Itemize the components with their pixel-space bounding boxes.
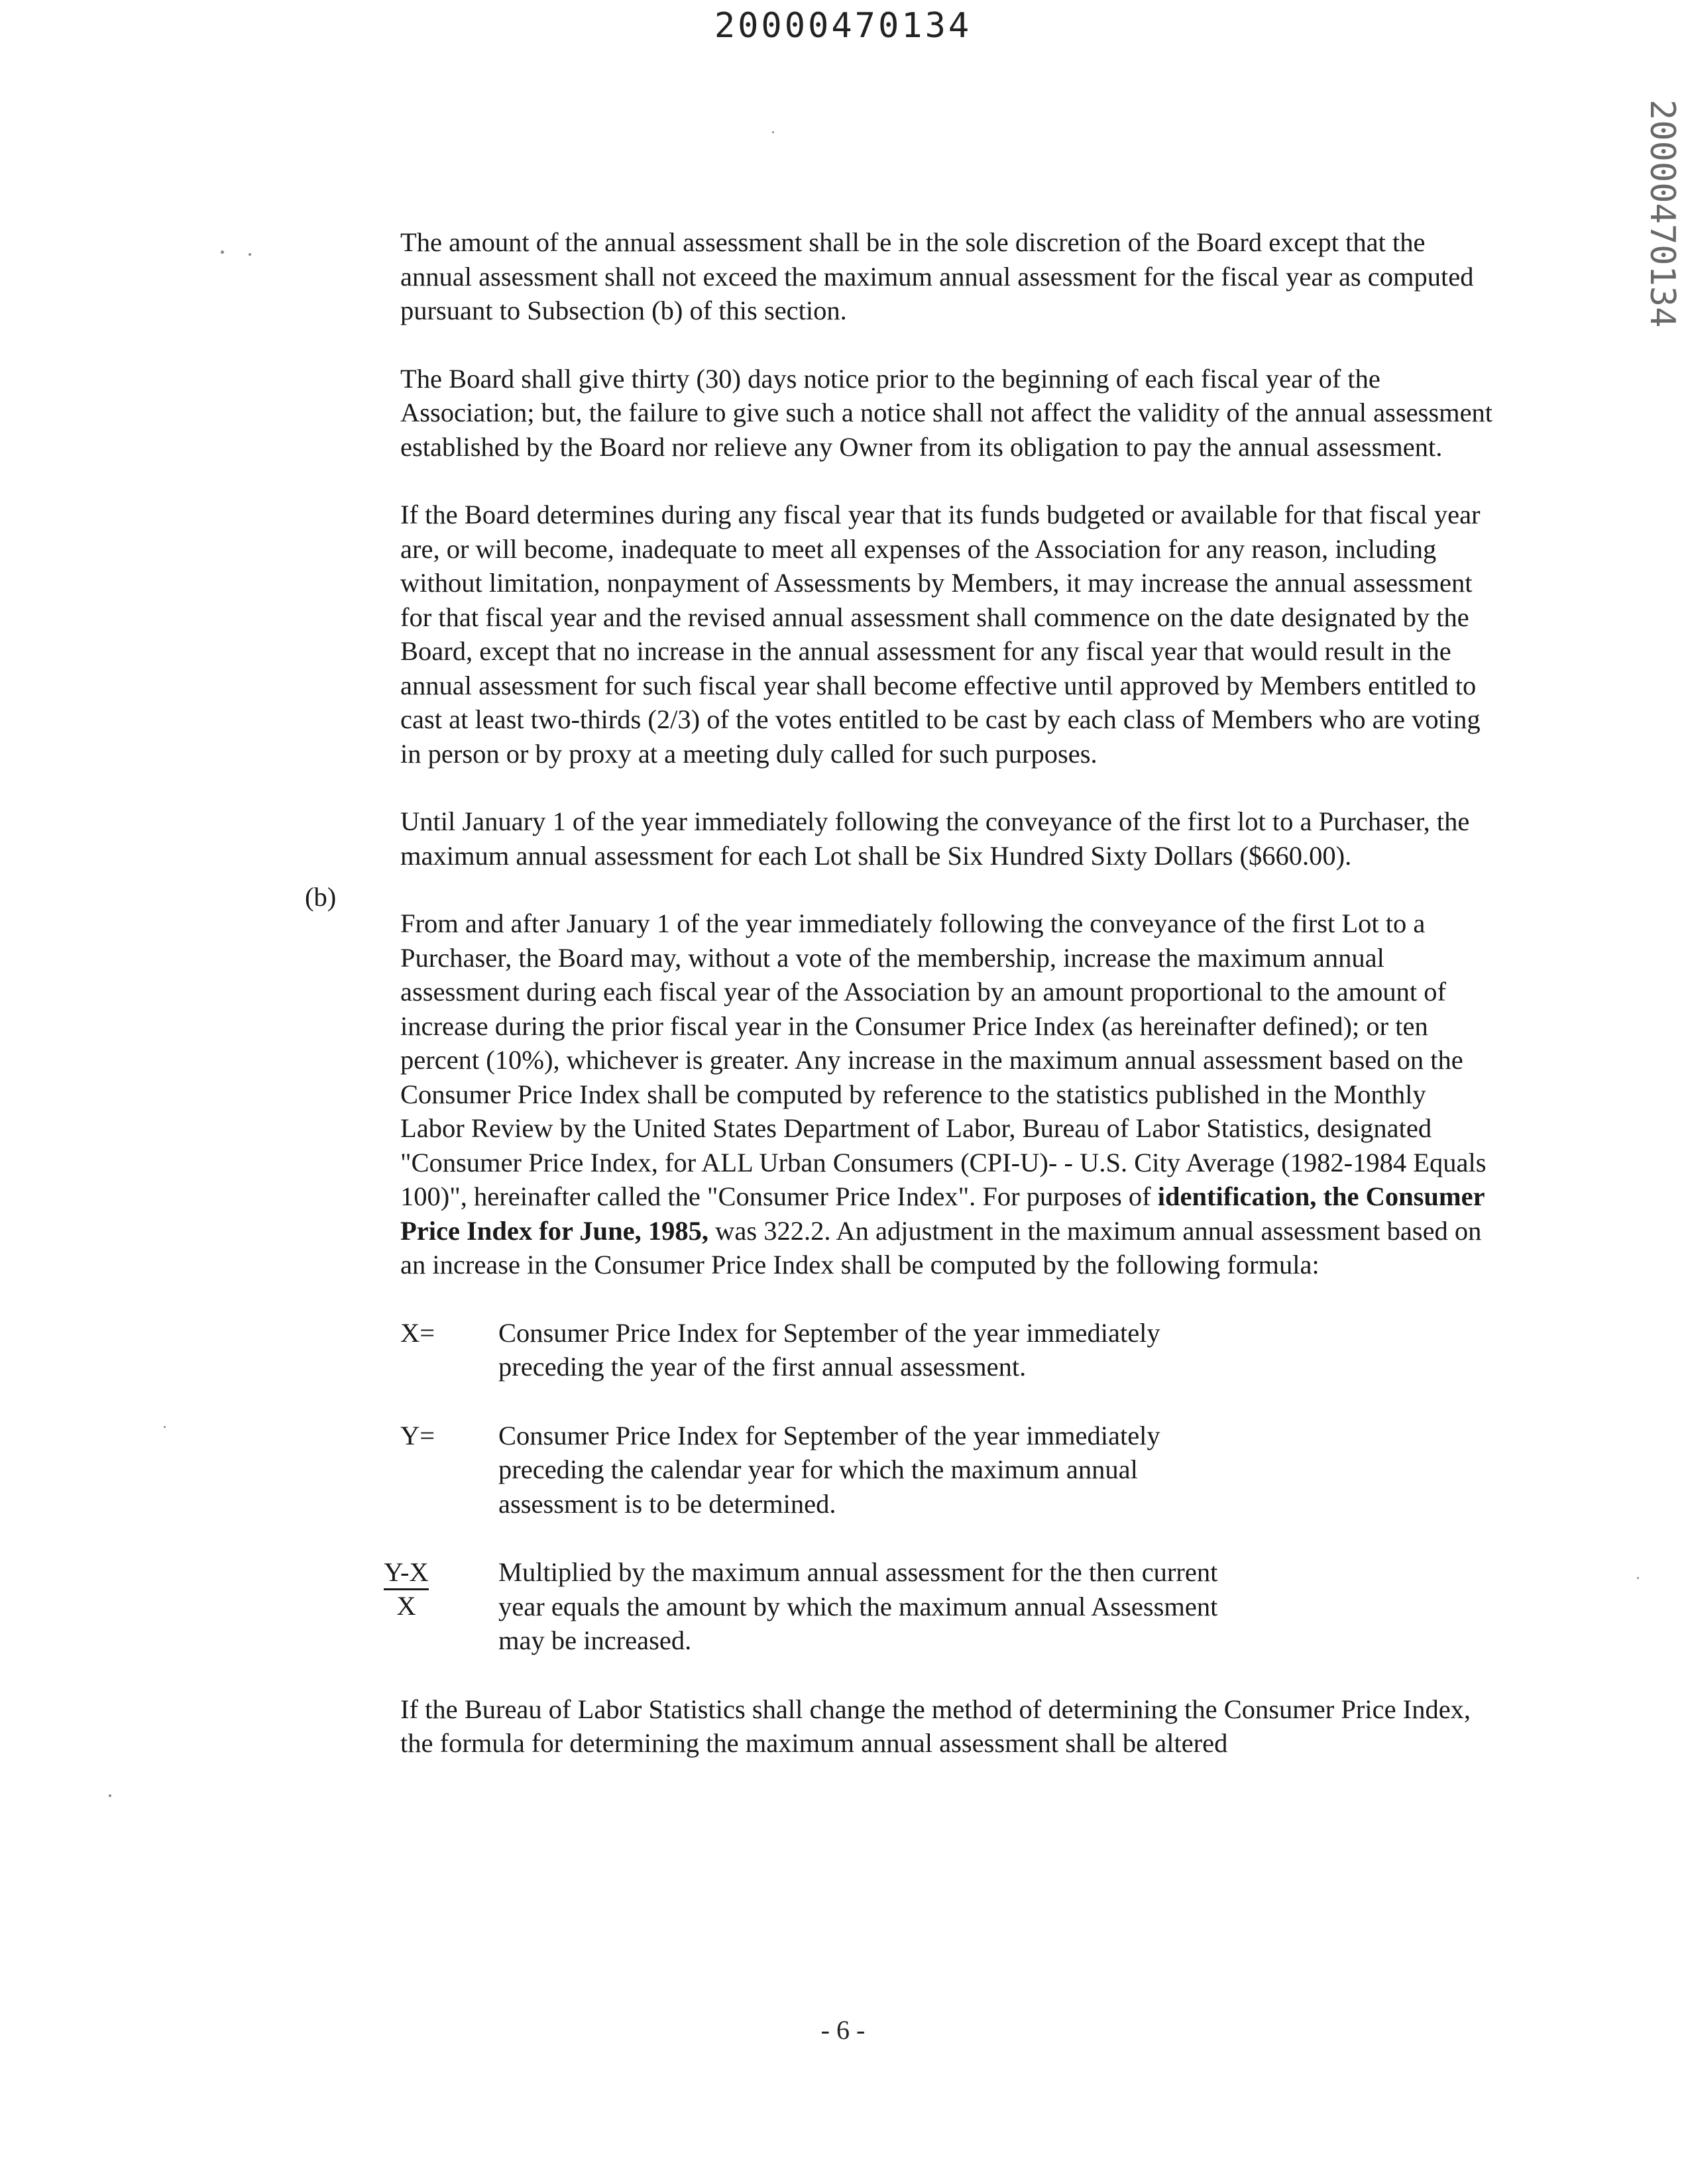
paragraph-bls-change: If the Bureau of Labor Statistics shall change the method of determining the Consumer Price Index, the formula for determining the maximum annual assessment shall be altered [400, 1694, 1471, 1758]
document-number: 20000470134 [714, 6, 972, 46]
document-body [384, 225, 1494, 1794]
fraction-denominator: X [396, 1591, 416, 1621]
formula-y [400, 1419, 1494, 1521]
paragraph-cpi-adjustment [400, 906, 1494, 1282]
subsection-b-label: (b) [305, 882, 337, 912]
cpi-text-part1: From and after January 1 of the year immediately following the conveyance of the first Lot to a Purchaser, the Board may, without a vote of the membership, increase the maximum annual assessment during each fiscal year of the Association by an amount proportional to the amount of increase during the prior fiscal year in the Consumer Price Index (as hereinafter defined); or ten percent (10%), whichever is greater. Any increase in the maximum annual assessment based on the Consumer Price Index shall be computed by reference to the statistics published in the Monthly Labor Review by the United States Department of Labor, Bureau of Labor Statistics, designated "Consumer Price Index, for ALL Urban Consumers (CPI-U)- - U.S. City Average (1982-1984 Equals 100)", hereinafter called the "Consumer Price Index". For purposes of [400, 908, 1487, 1211]
formula-y-label: Y= [400, 1420, 435, 1450]
formula-y-definition: Consumer Price Index for September of the year immediately preceding the calendar year for which the maximum annual assessment is to be determined. [498, 1420, 1160, 1519]
scan-speck [221, 250, 224, 254]
formula-x-label: X= [400, 1317, 435, 1348]
cpi-text-part2: was 322.2. An adjustment in the maximum annual assessment based on an increase in the Consumer Price Index shall be computed by the following formula: [400, 1215, 1482, 1280]
fraction-numerator: Y-X [384, 1556, 429, 1590]
paragraph-annual-assessment-discretion: The amount of the annual assessment shall be in the sole discretion of the Board except that the annual assessment shall not exceed the maximum annual assessment for the fiscal year as computed pursuant to Subsection (b) of this section. [400, 227, 1474, 325]
side-stamp: 20000470134 [1642, 99, 1682, 328]
formula-fraction-definition: Multiplied by the maximum annual assessment for the then current year equals the amount by which the maximum annual Assessment may be increased. [498, 1557, 1218, 1655]
paragraph-maximum-assessment: Until January 1 of the year immediately following the conveyance of the first lot to a Purchaser, the maximum annual assessment for each Lot shall be Six Hundred Sixty Dollars ($660.00). [400, 806, 1470, 871]
formula-x [400, 1316, 1494, 1384]
scan-speck [164, 1426, 166, 1428]
scan-speck [109, 1794, 111, 1797]
scan-speck [249, 253, 251, 256]
paragraph-increase: If the Board determines during any fiscal year that its funds budgeted or available for that fiscal year are, or will become, inadequate to meet all expenses of the Association for any reason, including without limitation, nonpayment of Assessments by Members, it may increase the annual assessment for that fiscal year and the revised annual assessment shall commence on the date designated by the Board, except that no increase in the annual assessment for any fiscal year that would result in the annual assessment for such fiscal year shall become effective until approved by Members entitled to cast at least two-thirds (2/3) of the votes entitled to be cast by each class of Members who are voting in person or by proxy at a meeting duly called for such purposes. [400, 500, 1481, 769]
formula-fraction [384, 1555, 1494, 1658]
page-number: - 6 - [820, 2015, 866, 2045]
scan-speck [772, 131, 774, 133]
scan-speck [1637, 1577, 1639, 1579]
cpi-text-bold: identification, the Consumer Price Index for June, 1985, [400, 1181, 1485, 1246]
fraction [370, 1555, 443, 1622]
formula-x-definition: Consumer Price Index for September of the year immediately preceding the year of the first annual assessment. [498, 1317, 1160, 1382]
paragraph-notice: The Board shall give thirty (30) days notice prior to the beginning of each fiscal year of the Association; but, the failure to give such a notice shall not affect the validity of the annual assessment established by the Board nor relieve any Owner from its obligation to pay the annual assessment. [400, 363, 1493, 462]
